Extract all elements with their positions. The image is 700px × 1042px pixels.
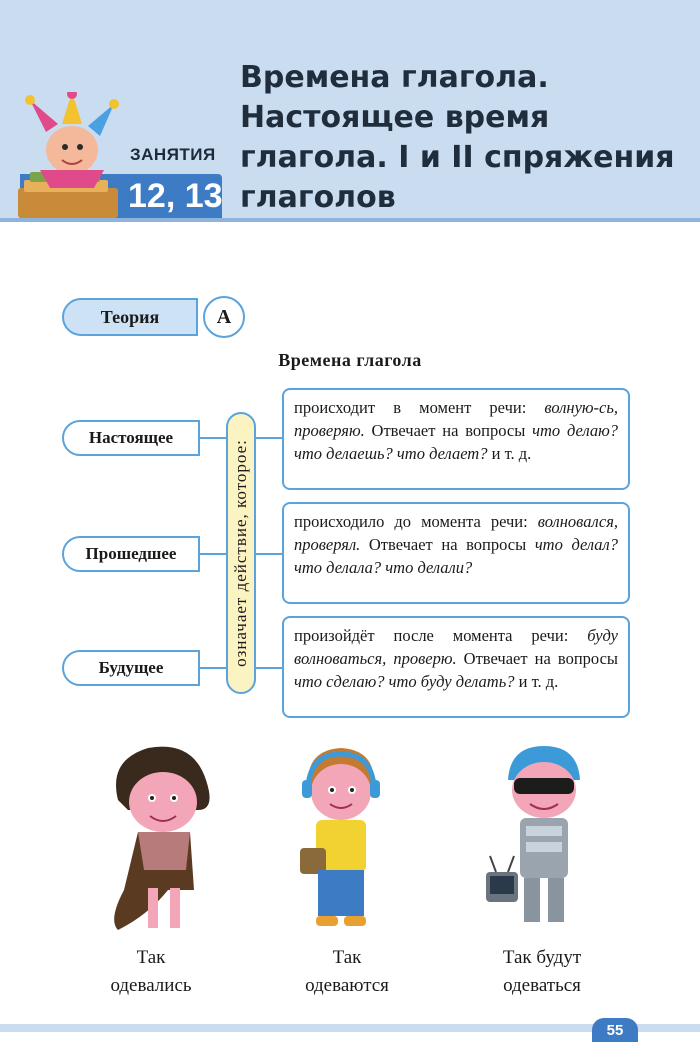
connector-line (254, 437, 284, 439)
caption-line: Так (332, 947, 362, 968)
title-line: глагола. I и II спряжения (240, 140, 675, 175)
definition-example: буду волноваться, проверю. (294, 626, 618, 668)
definition-text: Отвечает на вопросы (360, 535, 535, 554)
caption-future (474, 944, 610, 1000)
theory-letter-badge: А (203, 296, 245, 338)
definition-example: волновался, проверял. (294, 512, 618, 554)
caption-present (282, 944, 412, 1000)
connector-line (200, 667, 228, 669)
jester-illustration (10, 92, 130, 218)
vertical-label-text: означает действие, которое: (231, 439, 250, 667)
tense-label-past: Прошедшее (62, 536, 200, 572)
definition-example: волную-сь, проверяю. (294, 398, 618, 440)
definition-questions: что делал? что делала? что делали? (294, 535, 619, 577)
definition-text: происходило до момента речи: (294, 512, 538, 531)
tense-label-present: Настоящее (62, 420, 200, 456)
lesson-label: ЗАНЯТИЯ (130, 145, 216, 164)
tense-label-future: Будущее (62, 650, 200, 686)
caption-line: одеваться (503, 975, 581, 996)
future-boy-illustration (482, 740, 604, 935)
title-line: Времена глагола. (240, 60, 549, 95)
caption-past (88, 944, 214, 1000)
caption-line: Так (136, 947, 166, 968)
definition-text: Отвечает на вопросы (364, 421, 533, 440)
definition-text: произойдёт после момента речи: (294, 626, 588, 645)
connector-line (200, 553, 228, 555)
connector-line (254, 553, 284, 555)
caption-line: Так будут (502, 947, 582, 968)
title-line: глаголов (240, 180, 396, 215)
caveman-illustration (98, 740, 228, 935)
connector-line (254, 667, 284, 669)
definition-future (282, 616, 630, 718)
page-number: 55 (592, 1018, 638, 1042)
title-line: Настоящее время (240, 100, 550, 135)
section-heading: Времена глагола (278, 350, 422, 370)
lesson-number: 12, 13 (128, 177, 223, 215)
definition-text: и т. д. (487, 444, 532, 463)
connector-line (200, 437, 228, 439)
definition-questions: что сделаю? что буду делать? (294, 672, 515, 691)
caption-line: одевались (110, 975, 192, 996)
definition-present (282, 388, 630, 490)
definition-past (282, 502, 630, 604)
caption-line: одеваются (305, 975, 389, 996)
theory-tab: Теория (62, 298, 198, 336)
modern-boy-illustration (286, 740, 396, 935)
definition-text: Отвечает на вопросы (456, 649, 618, 668)
header-divider (0, 218, 700, 222)
definition-questions: что делаю? что делаешь? что делает? (294, 421, 618, 463)
definition-text: происходит в момент речи: (294, 398, 545, 417)
definition-text: и т. д. (514, 672, 559, 691)
lesson-title (240, 58, 680, 218)
